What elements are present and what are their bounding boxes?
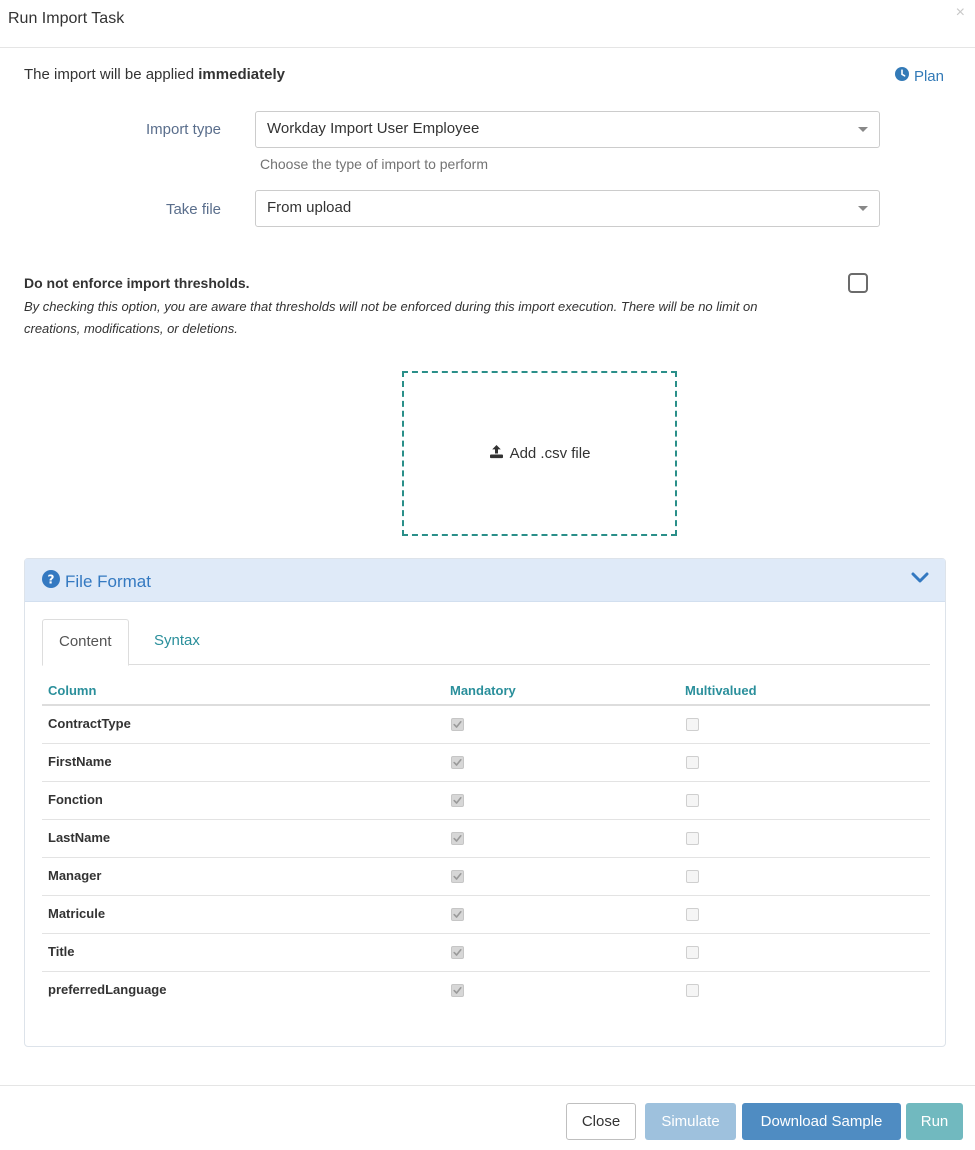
- tab-content[interactable]: Content: [42, 619, 129, 666]
- chevron-down-icon: [858, 206, 868, 211]
- import-type-select[interactable]: [255, 111, 880, 148]
- import-type-label: Import type: [145, 121, 221, 138]
- mandatory-checkbox: [451, 984, 464, 997]
- import-notice: [24, 66, 285, 83]
- download-sample-button[interactable]: Download Sample: [742, 1103, 901, 1140]
- mandatory-checkbox: [451, 946, 464, 959]
- modal-title: Run Import Task: [8, 10, 125, 27]
- columns-table: [42, 674, 930, 1010]
- notice-emphasis: immediately: [198, 66, 285, 83]
- table-row: [42, 934, 930, 972]
- run-button[interactable]: Run: [906, 1103, 963, 1140]
- column-name: FirstName: [48, 754, 112, 769]
- question-circle-icon: [42, 570, 60, 593]
- dropzone-label: Add .csv file: [509, 445, 591, 462]
- import-type-help: Choose the type of import to perform: [260, 156, 488, 172]
- column-name: ContractType: [48, 716, 131, 731]
- multivalued-checkbox: [686, 832, 699, 845]
- column-header-column: Column: [48, 683, 97, 698]
- table-row: [42, 896, 930, 934]
- multivalued-checkbox: [686, 718, 699, 731]
- modal-footer: [0, 1085, 975, 1150]
- chevron-down-icon[interactable]: [911, 571, 929, 590]
- clock-icon: [895, 67, 909, 85]
- table-row: [42, 706, 930, 744]
- mandatory-checkbox: [451, 832, 464, 845]
- column-name: Matricule: [48, 906, 106, 921]
- column-name: Manager: [48, 868, 102, 883]
- file-format-header[interactable]: [25, 559, 945, 602]
- column-header-multivalued: Multivalued: [685, 683, 757, 698]
- mandatory-checkbox: [451, 756, 464, 769]
- threshold-title: Do not enforce import thresholds.: [24, 275, 250, 291]
- mandatory-checkbox: [451, 908, 464, 921]
- column-header-mandatory: Mandatory: [450, 683, 516, 698]
- upload-icon: [489, 444, 504, 463]
- plan-link[interactable]: [895, 67, 944, 85]
- simulate-button[interactable]: Simulate: [645, 1103, 736, 1140]
- table-row: [42, 972, 930, 1010]
- column-name: preferredLanguage: [48, 982, 167, 997]
- threshold-checkbox[interactable]: [848, 273, 868, 293]
- table-row: [42, 782, 930, 820]
- multivalued-checkbox: [686, 794, 699, 807]
- column-name: Fonction: [48, 792, 103, 807]
- csv-dropzone[interactable]: [402, 371, 677, 536]
- chevron-down-icon: [858, 127, 868, 132]
- tab-syntax[interactable]: Syntax: [154, 632, 200, 649]
- take-file-value: From upload: [267, 199, 352, 216]
- multivalued-checkbox: [686, 756, 699, 769]
- file-format-tabs: [42, 619, 930, 665]
- multivalued-checkbox: [686, 908, 699, 921]
- file-format-title: [42, 570, 151, 593]
- take-file-select[interactable]: [255, 190, 880, 227]
- take-file-label: Take file: [165, 201, 221, 218]
- mandatory-checkbox: [451, 718, 464, 731]
- mandatory-checkbox: [451, 794, 464, 807]
- modal-header: [0, 0, 975, 48]
- table-row: [42, 820, 930, 858]
- mandatory-checkbox: [451, 870, 464, 883]
- multivalued-checkbox: [686, 870, 699, 883]
- svg-text:?: ?: [47, 572, 55, 587]
- notice-text: The import will be applied: [24, 66, 195, 83]
- table-row: [42, 744, 930, 782]
- table-header: [42, 674, 930, 706]
- close-button[interactable]: Close: [566, 1103, 636, 1140]
- plan-link-label: Plan: [913, 67, 944, 85]
- multivalued-checkbox: [686, 984, 699, 997]
- close-icon[interactable]: ×: [955, 4, 965, 21]
- file-format-title-text: File Format: [65, 571, 151, 591]
- column-name: Title: [48, 944, 75, 959]
- column-name: LastName: [48, 830, 111, 845]
- import-type-value: Workday Import User Employee: [267, 120, 480, 137]
- table-body: [42, 706, 930, 1010]
- multivalued-checkbox: [686, 946, 699, 959]
- table-row: [42, 858, 930, 896]
- threshold-description: By checking this option, you are aware that thresholds will not be enforced during this import execution. There will be no limit on creations, modifications, or deletions.: [24, 299, 758, 336]
- file-format-panel: [24, 558, 946, 1047]
